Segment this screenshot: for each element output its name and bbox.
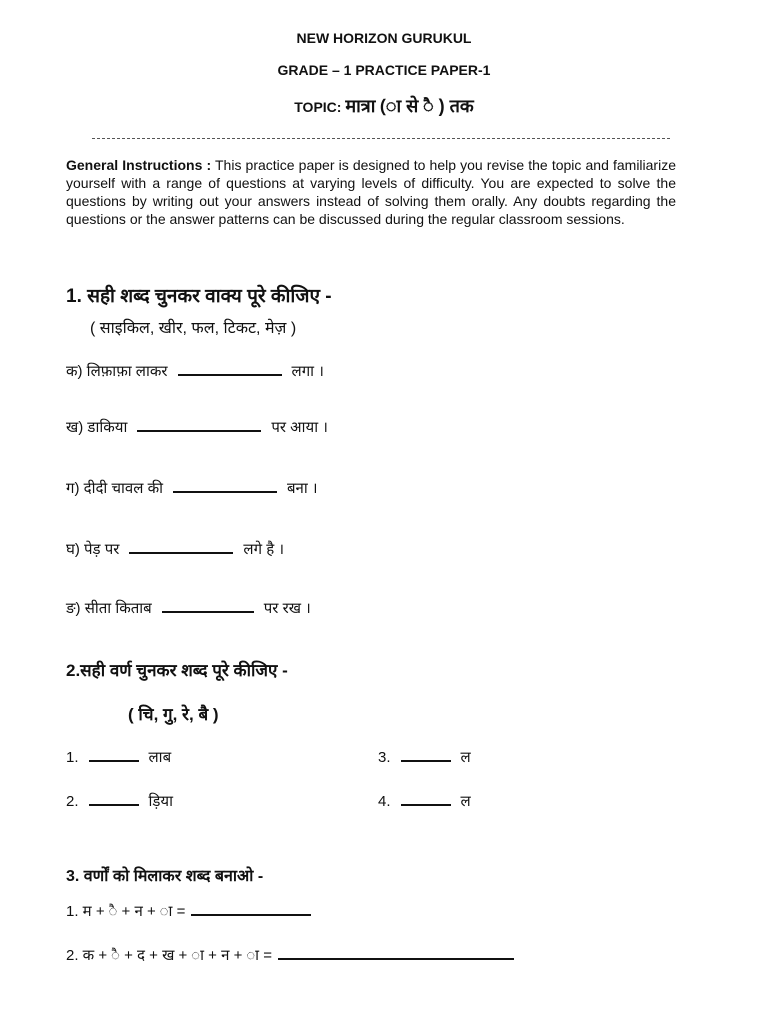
answer-blank[interactable] (162, 597, 254, 613)
general-instructions (66, 156, 676, 228)
q2-item-number: 3. (378, 749, 391, 766)
q1-item-prefix: ङ) सीता किताब (66, 600, 152, 617)
q2-item-number: 1. (66, 749, 79, 766)
q1-item-suffix: बना । (286, 480, 318, 497)
q1-item-suffix: लगा । (291, 363, 324, 380)
instructions-text: This practice paper is designed to help you revise the topic and familiarize yourself with a range of questions at varying levels of difficulty. You are expected to solve the questions by writing out your answers instead of solving them orally. Any doubts regarding the questions or the answer patterns can be discussed during the regular classroom sessions. (66, 157, 676, 227)
q3-item-expression: 1. म + ै + न + ा = (66, 903, 186, 920)
answer-blank[interactable] (191, 900, 311, 916)
q2-item-number: 2. (66, 793, 79, 810)
q1-item-suffix: पर रख । (263, 600, 311, 617)
q1-title: 1. सही शब्द चुनकर वाक्य पूरे कीजिए - (66, 286, 332, 307)
q3-title: 3. वर्णों को मिलाकर शब्द बनाओ - (66, 868, 264, 885)
q1-item-prefix: ग) दीदी चावल की (66, 480, 163, 497)
q3-item-expression: 2. क + ै + द + ख + ा + न + ा = (66, 947, 272, 964)
q2-item (378, 746, 471, 767)
answer-blank[interactable] (173, 477, 277, 493)
q2-item-word: ल (460, 793, 471, 810)
answer-blank[interactable] (178, 360, 282, 376)
answer-blank[interactable] (89, 790, 139, 806)
q2-options: ( चि, गु, रे, बै ) (128, 705, 219, 724)
topic-line (0, 94, 768, 118)
answer-blank[interactable] (89, 746, 139, 762)
q1-item-suffix: लगे है । (243, 541, 285, 558)
q3-item (66, 944, 524, 965)
dashed-divider (92, 138, 670, 139)
q2-item (66, 746, 171, 767)
instructions-label: General Instructions : (66, 157, 212, 173)
q3-item (66, 900, 321, 921)
q1-item (66, 416, 328, 437)
q1-options: ( साइकिल, खीर, फल, टिकट, मेज़ ) (90, 320, 297, 337)
q1-item (66, 597, 311, 618)
answer-blank[interactable] (401, 746, 451, 762)
q1-item (66, 538, 284, 559)
topic-value: मात्रा (ा से ै ) तक (345, 96, 474, 116)
q1-item (66, 477, 318, 498)
answer-blank[interactable] (278, 944, 514, 960)
q2-title: 2.सही वर्ण चुनकर शब्द पूरे कीजिए - (66, 661, 288, 680)
q2-item-word: ल (460, 749, 471, 766)
q2-item (378, 790, 471, 811)
answer-blank[interactable] (137, 416, 261, 432)
q1-item-prefix: घ) पेड़ पर (66, 541, 120, 558)
q1-item-prefix: क) लिफ़ाफ़ा लाकर (66, 363, 168, 380)
q1-item (66, 360, 324, 381)
answer-blank[interactable] (129, 538, 233, 554)
q2-item (66, 790, 173, 811)
q2-item-number: 4. (378, 793, 391, 810)
q2-item-word: ड़िया (148, 793, 174, 810)
q1-item-prefix: ख) डाकिया (66, 419, 128, 436)
answer-blank[interactable] (401, 790, 451, 806)
topic-label: TOPIC: (294, 99, 342, 115)
q2-item-word: लाब (148, 749, 172, 766)
school-name: NEW HORIZON GURUKUL (296, 30, 472, 46)
q1-item-suffix: पर आया । (271, 419, 328, 436)
grade-title: GRADE – 1 PRACTICE PAPER-1 (277, 62, 491, 78)
